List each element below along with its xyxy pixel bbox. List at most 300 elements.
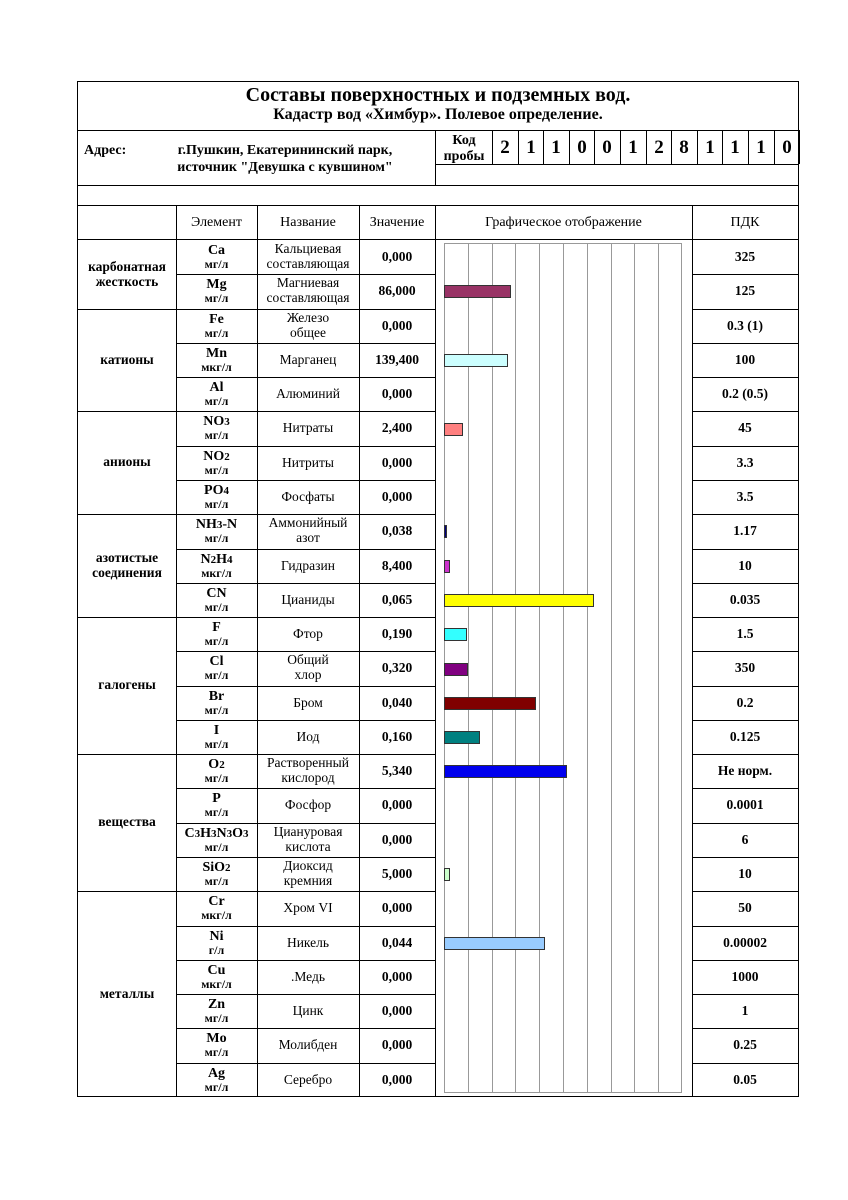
element-formula [204,483,229,498]
element-formula [208,1066,225,1081]
group-label [78,617,176,754]
element-cell [176,377,257,411]
substance-name-line: Общий [287,652,329,668]
substance-name-line: Цианиды [281,591,335,607]
element-formula [210,380,224,395]
sample-code-label-2: пробы [443,148,485,164]
measured-value: 0,190 [381,625,413,641]
grid-line [492,130,493,164]
substance-name [257,1063,359,1097]
document-title: Составы поверхностных и подземных вод. [245,84,631,106]
element-symbol: Cu [207,962,226,978]
element-cell [176,994,257,1028]
element-symbol: Ca [207,242,226,258]
element-formula [203,449,230,464]
substance-name [257,411,359,445]
sample-code-digit: 1 [730,137,740,158]
element-symbol: P [212,790,221,806]
group-label-line: металлы [99,985,155,1001]
element-cell [176,583,257,617]
sample-code-digit: 0 [577,137,587,158]
substance-name [257,480,359,514]
element-cell [176,720,257,754]
substance-name [257,343,359,377]
measured-value: 0,065 [381,591,413,607]
substance-name-line: .Медь [290,968,326,984]
element-formula [202,860,230,875]
pdk-value: 325 [734,248,756,264]
address-line-1: г.Пушкин, Екатерининский парк, [177,143,393,159]
grid-line [77,130,799,131]
header-name: Название [280,215,336,231]
element-unit: мг/л [204,874,229,889]
element-unit: мг/л [204,257,229,272]
grid-line [594,130,595,164]
pdk-value: 0.125 [729,728,761,744]
graph-gridline [539,243,540,1093]
group-label-line: вещества [98,814,156,830]
substance-name-line: Аммонийный [268,515,348,531]
value-bar [444,765,567,778]
substance-name-line: составляющая [266,290,350,305]
header-element: Элемент [191,215,242,231]
document-subtitle: Кадастр вод «Химбур». Полевое определение. [273,106,603,124]
substance-name [257,891,359,925]
element-symbol: O [208,756,220,772]
element-unit: мг/л [204,600,229,615]
substance-name-line: Магниевая [276,275,340,291]
element-symbol: SiO [202,859,226,875]
grid-line [77,205,799,206]
measured-value: 0,160 [381,728,413,744]
element-formula [214,723,219,738]
header-pdk: ПДК [730,215,760,231]
element-cell [176,240,257,274]
substance-name [257,1028,359,1062]
element-cell [176,788,257,822]
graph-gridline [611,243,612,1093]
element-symbol: NO [203,413,225,429]
pdk-value: 0.00002 [723,934,767,950]
substance-name-line: Цинк [292,1002,324,1018]
group-label [78,514,176,617]
element-symbol: H [200,825,211,841]
element-formula [209,312,224,327]
element-subscript: 2 [224,450,230,463]
substance-name-line: Иод [296,728,320,744]
substance-name [257,514,359,548]
element-unit: мг/л [204,291,229,306]
element-cell [176,857,257,891]
grid-line [435,130,436,185]
substance-name [257,960,359,994]
substance-name-line: Диоксид [283,858,333,874]
element-formula [208,963,226,978]
element-symbol: NH [195,516,217,532]
measured-value: 0,000 [381,796,413,812]
element-cell [176,891,257,925]
group-label-line: азотистые [95,549,159,565]
group-label-line: жесткость [95,273,159,289]
element-cell [176,411,257,445]
substance-name-line: общее [290,325,326,340]
pdk-value: 1.5 [736,625,754,641]
pdk-value: 3.5 [736,488,754,504]
substance-name-line: Никель [286,934,330,950]
pdk-value: 125 [734,282,756,298]
group-label [78,240,176,309]
substance-name [257,994,359,1028]
element-formula [206,586,226,601]
sample-code-digit: 0 [602,137,612,158]
element-symbol: PO [204,482,224,498]
address-label: Адрес: [84,143,127,159]
substance-name [257,274,359,308]
element-unit: г/л [208,943,225,958]
graph-gridline [634,243,635,1093]
value-bar [444,423,463,436]
sample-code-digit: 1 [551,137,561,158]
substance-name-line: Циануровая [273,824,343,840]
pdk-value: 10 [738,557,752,573]
element-symbol: -N [222,516,238,532]
element-cell [176,274,257,308]
element-formula [200,552,232,567]
pdk-value: 0.2 (0.5) [721,385,769,401]
value-bar [444,285,511,298]
graph-gridline [468,243,469,1093]
graph-gridline [515,243,516,1093]
measured-value: 0,040 [381,694,413,710]
grid-line [77,185,799,186]
substance-name [257,651,359,685]
measured-value: 0,320 [381,659,413,675]
element-symbol: Fe [209,311,224,327]
element-formula [210,929,224,944]
element-formula [206,1031,226,1046]
measured-value: 5,000 [381,865,413,881]
element-cell [176,343,257,377]
group-label [78,309,176,411]
element-subscript: 3 [226,827,233,840]
element-formula [203,414,230,429]
pdk-value: 1000 [731,968,759,984]
element-cell [176,651,257,685]
element-unit: мг/л [204,497,229,512]
element-symbol: N [200,551,211,567]
substance-name-line: Фосфор [284,796,332,812]
element-cell [176,309,257,343]
sample-code-digit: 8 [679,137,689,158]
grid-line [799,130,800,164]
element-cell [176,514,257,548]
element-formula [208,997,225,1012]
element-unit: мг/л [204,771,229,786]
substance-name [257,617,359,651]
header-graph: Графическое отображение [485,215,642,231]
element-symbol: N [216,825,227,841]
value-bar [444,628,467,641]
element-unit: мг/л [204,703,229,718]
measured-value: 0,000 [381,488,413,504]
pdk-value: 0.035 [729,591,761,607]
value-bar [444,937,545,950]
substance-name-line: Алюминий [276,385,340,401]
substance-name-line: Фтор [293,625,323,641]
pdk-value: 1 [741,1002,749,1018]
element-symbol: Cr [208,893,225,909]
element-unit: мг/л [204,1045,229,1060]
grid-line [722,130,723,164]
element-unit: мг/л [204,634,229,649]
measured-value: 0,038 [381,522,413,538]
element-cell [176,926,257,960]
element-symbol: Ni [209,928,224,944]
value-bar [444,663,468,676]
sample-code-digit: 1 [705,137,715,158]
substance-name [257,788,359,822]
grid-line [518,130,519,164]
substance-name [257,857,359,891]
group-label-line: катионы [100,351,154,367]
element-subscript: 2 [219,758,225,771]
substance-name [257,823,359,857]
measured-value: 0,000 [381,1036,413,1052]
measured-value: 0,000 [381,1002,413,1018]
grid-line [671,130,672,164]
value-bar [444,594,594,607]
measured-value: 0,000 [381,1071,413,1087]
element-formula [208,243,225,258]
grid-line [543,130,544,164]
element-symbol: Mn [206,345,227,361]
pdk-value: 100 [734,351,756,367]
substance-name [257,686,359,720]
element-subscript: 3 [243,827,249,840]
grid-line [748,130,749,164]
element-cell [176,1063,257,1097]
element-symbol: Ag [207,1065,226,1081]
pdk-value: 6 [741,831,749,847]
element-cell [176,686,257,720]
measured-value: 0,000 [381,385,413,401]
element-unit: мкг/л [201,977,232,992]
substance-name-line: Молибден [278,1036,338,1052]
element-unit: мг/л [204,394,229,409]
element-formula [206,346,227,361]
graph-gridline [587,243,588,1093]
element-symbol: I [213,722,220,738]
element-unit: мг/л [204,326,229,341]
value-bar [444,868,450,881]
group-label [78,411,176,514]
element-unit: мг/л [204,840,229,855]
element-unit: мг/л [204,1080,229,1095]
substance-name-line: составляющая [266,256,350,271]
element-formula [210,654,224,669]
element-symbol: O [232,825,244,841]
grid-line [569,130,570,164]
group-label-line: анионы [103,454,151,470]
substance-name [257,240,359,274]
grid-line [646,130,647,164]
substance-name [257,309,359,343]
substance-name-line: Серебро [283,1071,333,1087]
element-formula [184,826,248,841]
grid-line [435,205,436,1097]
element-unit: мг/л [204,428,229,443]
element-cell [176,617,257,651]
substance-name-line: Нитраты [282,419,334,435]
group-label-line: соединения [92,564,162,580]
substance-name-line: Фосфаты [281,488,335,504]
element-symbol: CN [206,585,227,601]
sample-code-digit: 2 [654,137,664,158]
substance-name-line: Гидразин [281,557,335,573]
sample-code-digit: 1 [628,137,638,158]
element-unit: мкг/л [201,908,232,923]
pdk-value: 0.05 [733,1071,757,1087]
element-subscript: 3 [211,827,217,840]
element-symbol: C [184,825,195,841]
substance-name-line: хлор [294,667,322,682]
element-cell [176,480,257,514]
element-unit: мг/л [204,668,229,683]
pdk-value: 45 [738,419,752,435]
element-subscript: 3 [194,827,201,840]
header-value: Значение [369,215,425,231]
element-formula [208,757,224,772]
grid-line [435,164,799,165]
substance-name [257,377,359,411]
grid-line [774,130,775,164]
substance-name [257,720,359,754]
element-subscript: 2 [210,553,217,566]
element-cell [176,549,257,583]
element-unit: мг/л [204,463,229,478]
measured-value: 139,400 [375,351,419,367]
substance-name-line: Нитриты [282,454,334,470]
element-unit: мкг/л [201,566,232,581]
substance-name-line: Растворенный [267,755,349,771]
element-cell [176,446,257,480]
substance-name [257,583,359,617]
element-symbol: Mo [206,1030,227,1046]
address-line-2: источник "Девушка с кувшином" [177,160,393,176]
substance-name-line: Железо [286,310,330,326]
group-label-line: галогены [98,677,156,693]
element-cell [176,823,257,857]
element-formula [212,620,221,635]
pdk-value: 0.25 [733,1036,757,1052]
substance-name-line: Бром [293,694,323,710]
measured-value: 0,044 [381,934,413,950]
element-unit: мкг/л [201,360,232,375]
element-symbol: Mg [206,276,227,292]
substance-name [257,926,359,960]
sample-code-digit: 2 [500,137,510,158]
element-formula [196,517,237,532]
pdk-value: 3.3 [736,454,754,470]
sample-code-label-1: Код [452,132,476,148]
pdk-value: Не норм. [717,762,773,778]
measured-value: 0,000 [381,454,413,470]
pdk-value: 50 [738,899,752,915]
substance-name-line: Кальциевая [274,241,342,257]
value-bar [444,525,447,538]
group-label [78,754,176,891]
element-unit: мг/л [204,805,229,820]
element-subscript: 4 [227,553,233,566]
element-formula [206,277,226,292]
element-subscript: 3 [216,518,223,531]
element-unit: мг/л [204,531,229,546]
group-label-line: карбонатная [88,258,166,274]
element-unit: мг/л [204,737,229,752]
measured-value: 5,340 [381,762,413,778]
element-symbol: Cl [209,653,224,669]
graph-gridline [492,243,493,1093]
substance-name [257,446,359,480]
element-symbol: Zn [207,996,226,1012]
measured-value: 0,000 [381,831,413,847]
substance-name-line: кислород [281,770,335,785]
substance-name-line: кислота [285,839,331,854]
value-bar [444,731,480,744]
element-subscript: 3 [224,415,230,428]
element-subscript: 4 [223,484,229,497]
element-cell [176,960,257,994]
graph-gridline [658,243,659,1093]
measured-value: 0,000 [381,248,413,264]
sample-code-digit: 1 [756,137,766,158]
group-label [78,891,176,1097]
element-cell [176,1028,257,1062]
measured-value: 8,400 [381,557,413,573]
value-bar [444,560,450,573]
pdk-value: 350 [734,659,756,675]
value-bar [444,354,508,367]
substance-name [257,754,359,788]
grid-line [620,130,621,164]
graph-gridline [563,243,564,1093]
measured-value: 86,000 [378,282,416,298]
measured-value: 0,000 [381,317,413,333]
element-symbol: Br [208,688,225,704]
pdk-value: 0.2 [736,694,754,710]
pdk-value: 1.17 [733,522,757,538]
element-formula [209,689,225,704]
value-bar [444,697,536,710]
element-formula [212,791,221,806]
substance-name-line: кремния [283,873,333,888]
element-symbol: F [212,619,221,635]
substance-name [257,549,359,583]
element-symbol: Al [209,379,224,395]
element-unit: мг/л [204,1011,229,1026]
sample-code-digit: 1 [526,137,536,158]
measured-value: 0,000 [381,968,413,984]
element-formula [208,894,224,909]
grid-line [697,130,698,164]
element-symbol: H [216,551,227,567]
element-subscript: 2 [225,861,231,874]
substance-name-line: Хром VI [283,899,333,915]
measured-value: 0,000 [381,899,413,915]
element-cell [176,754,257,788]
substance-name-line: азот [296,530,320,545]
measured-value: 2,400 [381,419,413,435]
